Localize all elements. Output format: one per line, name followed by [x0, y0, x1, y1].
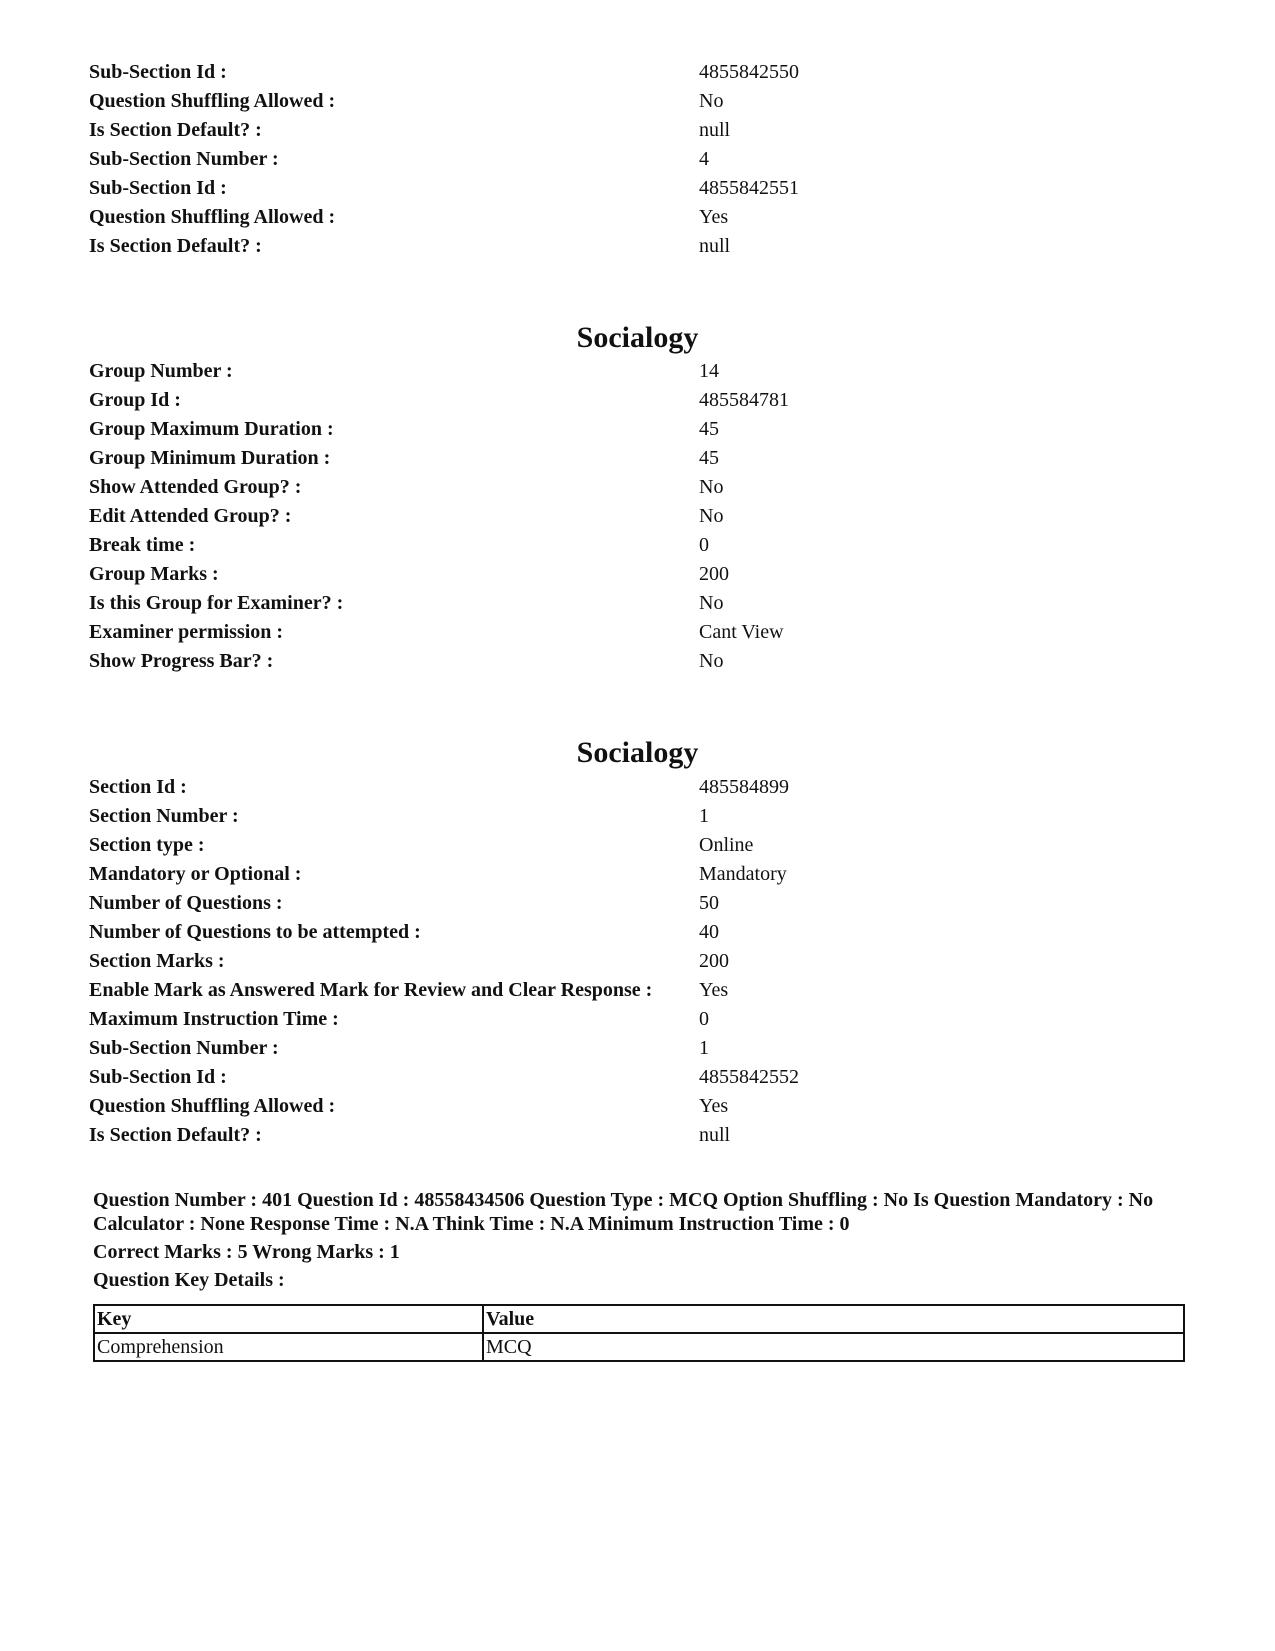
section-title: Socialogy: [576, 736, 699, 769]
field-value: No: [699, 650, 724, 672]
field-value: 1: [699, 805, 709, 827]
table-row: [94, 1333, 1184, 1361]
field-value: No: [699, 476, 724, 498]
field-value: Yes: [699, 979, 729, 1001]
field-value: 200: [699, 950, 729, 972]
kv-row: [89, 1121, 1189, 1150]
field-value: 14: [699, 360, 719, 382]
kv-row: [89, 647, 1189, 676]
field-label: Number of Questions to be attempted :: [89, 921, 421, 943]
field-label: Show Attended Group? :: [89, 476, 302, 498]
field-label: Group Id :: [89, 389, 181, 411]
field-value: 1: [699, 1037, 709, 1059]
field-value: 40: [699, 921, 719, 943]
field-value: 485584781: [699, 389, 789, 411]
kv-row: [89, 589, 1189, 618]
field-value: 0: [699, 1008, 709, 1030]
kv-row: [89, 415, 1189, 444]
field-label: Sub-Section Id :: [89, 1066, 227, 1088]
field-value: 4855842551: [699, 177, 799, 199]
field-value: null: [699, 119, 731, 141]
field-value: 4855842550: [699, 61, 799, 83]
field-label: Number of Questions :: [89, 892, 283, 914]
kv-row: [89, 560, 1189, 589]
kv-row: [89, 1005, 1189, 1034]
field-label: Sub-Section Number :: [89, 148, 279, 170]
field-label: Mandatory or Optional :: [89, 863, 302, 885]
field-label: Section Id :: [89, 776, 187, 798]
field-value: null: [699, 1124, 731, 1146]
question-block: [93, 1188, 1188, 1296]
field-label: Sub-Section Id :: [89, 61, 227, 83]
field-value: null: [699, 235, 731, 257]
kv-row: [89, 1034, 1189, 1063]
field-value: 200: [699, 563, 729, 585]
field-value: Cant View: [699, 621, 784, 643]
kv-row: [89, 386, 1189, 415]
field-value: 0: [699, 534, 709, 556]
kv-row: [89, 444, 1189, 473]
kv-row: [89, 87, 1189, 116]
field-label: Edit Attended Group? :: [89, 505, 292, 527]
field-label: Section Marks :: [89, 950, 225, 972]
field-label: Question Shuffling Allowed :: [89, 90, 336, 112]
field-label: Group Maximum Duration :: [89, 418, 334, 440]
kv-row: [89, 58, 1189, 87]
question-key-details-label: Question Key Details :: [93, 1269, 285, 1291]
field-value: No: [699, 90, 724, 112]
field-value: Online: [699, 834, 754, 856]
field-label: Sub-Section Number :: [89, 1037, 279, 1059]
field-label: Group Marks :: [89, 563, 219, 585]
table-cell-key: Comprehension: [94, 1333, 483, 1361]
kv-row: [89, 831, 1189, 860]
kv-row: [89, 531, 1189, 560]
kv-row: [89, 1063, 1189, 1092]
field-value: No: [699, 592, 724, 614]
field-label: Is this Group for Examiner? :: [89, 592, 344, 614]
field-value: Mandatory: [699, 863, 787, 885]
kv-row: [89, 357, 1189, 386]
table-cell-value: MCQ: [483, 1333, 1184, 1361]
field-label: Is Section Default? :: [89, 1124, 262, 1146]
field-label: Examiner permission :: [89, 621, 284, 643]
field-value: 50: [699, 892, 719, 914]
column-header-key: Key: [94, 1305, 483, 1333]
field-label: Enable Mark as Answered Mark for Review and Clear Response :: [89, 979, 653, 1001]
column-header-value: Value: [483, 1305, 1184, 1333]
kv-row: [89, 116, 1189, 145]
question-marks: Correct Marks : 5 Wrong Marks : 1: [93, 1241, 400, 1263]
field-label: Is Section Default? :: [89, 235, 262, 257]
kv-row: [89, 773, 1189, 802]
kv-row: [89, 145, 1189, 174]
kv-row: [89, 860, 1189, 889]
field-label: Sub-Section Id :: [89, 177, 227, 199]
kv-row: [89, 473, 1189, 502]
field-value: 45: [699, 418, 719, 440]
field-value: Yes: [699, 1095, 729, 1117]
group-title: Socialogy: [576, 321, 699, 354]
field-label: Group Minimum Duration :: [89, 447, 331, 469]
field-label: Break time :: [89, 534, 196, 556]
field-label: Is Section Default? :: [89, 119, 262, 141]
field-value: 4: [699, 148, 709, 170]
kv-row: [89, 1092, 1189, 1121]
field-value: No: [699, 505, 724, 527]
kv-row: [89, 502, 1189, 531]
kv-row: [89, 174, 1189, 203]
group-details-block: [89, 357, 1189, 676]
kv-row: [89, 203, 1189, 232]
field-label: Section Number :: [89, 805, 239, 827]
field-label: Question Shuffling Allowed :: [89, 1095, 336, 1117]
top-subsection-block: [89, 58, 1189, 261]
kv-row: [89, 889, 1189, 918]
field-label: Group Number :: [89, 360, 233, 382]
kv-row: [89, 618, 1189, 647]
field-value: 485584899: [699, 776, 789, 798]
section-details-block: [89, 773, 1189, 1150]
question-header: Question Number : 401 Question Id : 48558434506 Question Type : MCQ Option Shuffling : No Is Question Mandatory : No Calculator : None Response Time : N.A Think Time : N.A Minimum Instruction Time : 0: [93, 1189, 1154, 1235]
field-label: Show Progress Bar? :: [89, 650, 274, 672]
kv-row: [89, 918, 1189, 947]
table-header-row: [94, 1305, 1184, 1333]
kv-row: [89, 802, 1189, 831]
kv-row: [89, 947, 1189, 976]
kv-row: [89, 232, 1189, 261]
field-label: Section type :: [89, 834, 205, 856]
kv-row: [89, 976, 1189, 1005]
field-value: 4855842552: [699, 1066, 799, 1088]
question-key-table: [93, 1304, 1185, 1362]
field-value: 45: [699, 447, 719, 469]
field-value: Yes: [699, 206, 729, 228]
field-label: Question Shuffling Allowed :: [89, 206, 336, 228]
field-label: Maximum Instruction Time :: [89, 1008, 339, 1030]
